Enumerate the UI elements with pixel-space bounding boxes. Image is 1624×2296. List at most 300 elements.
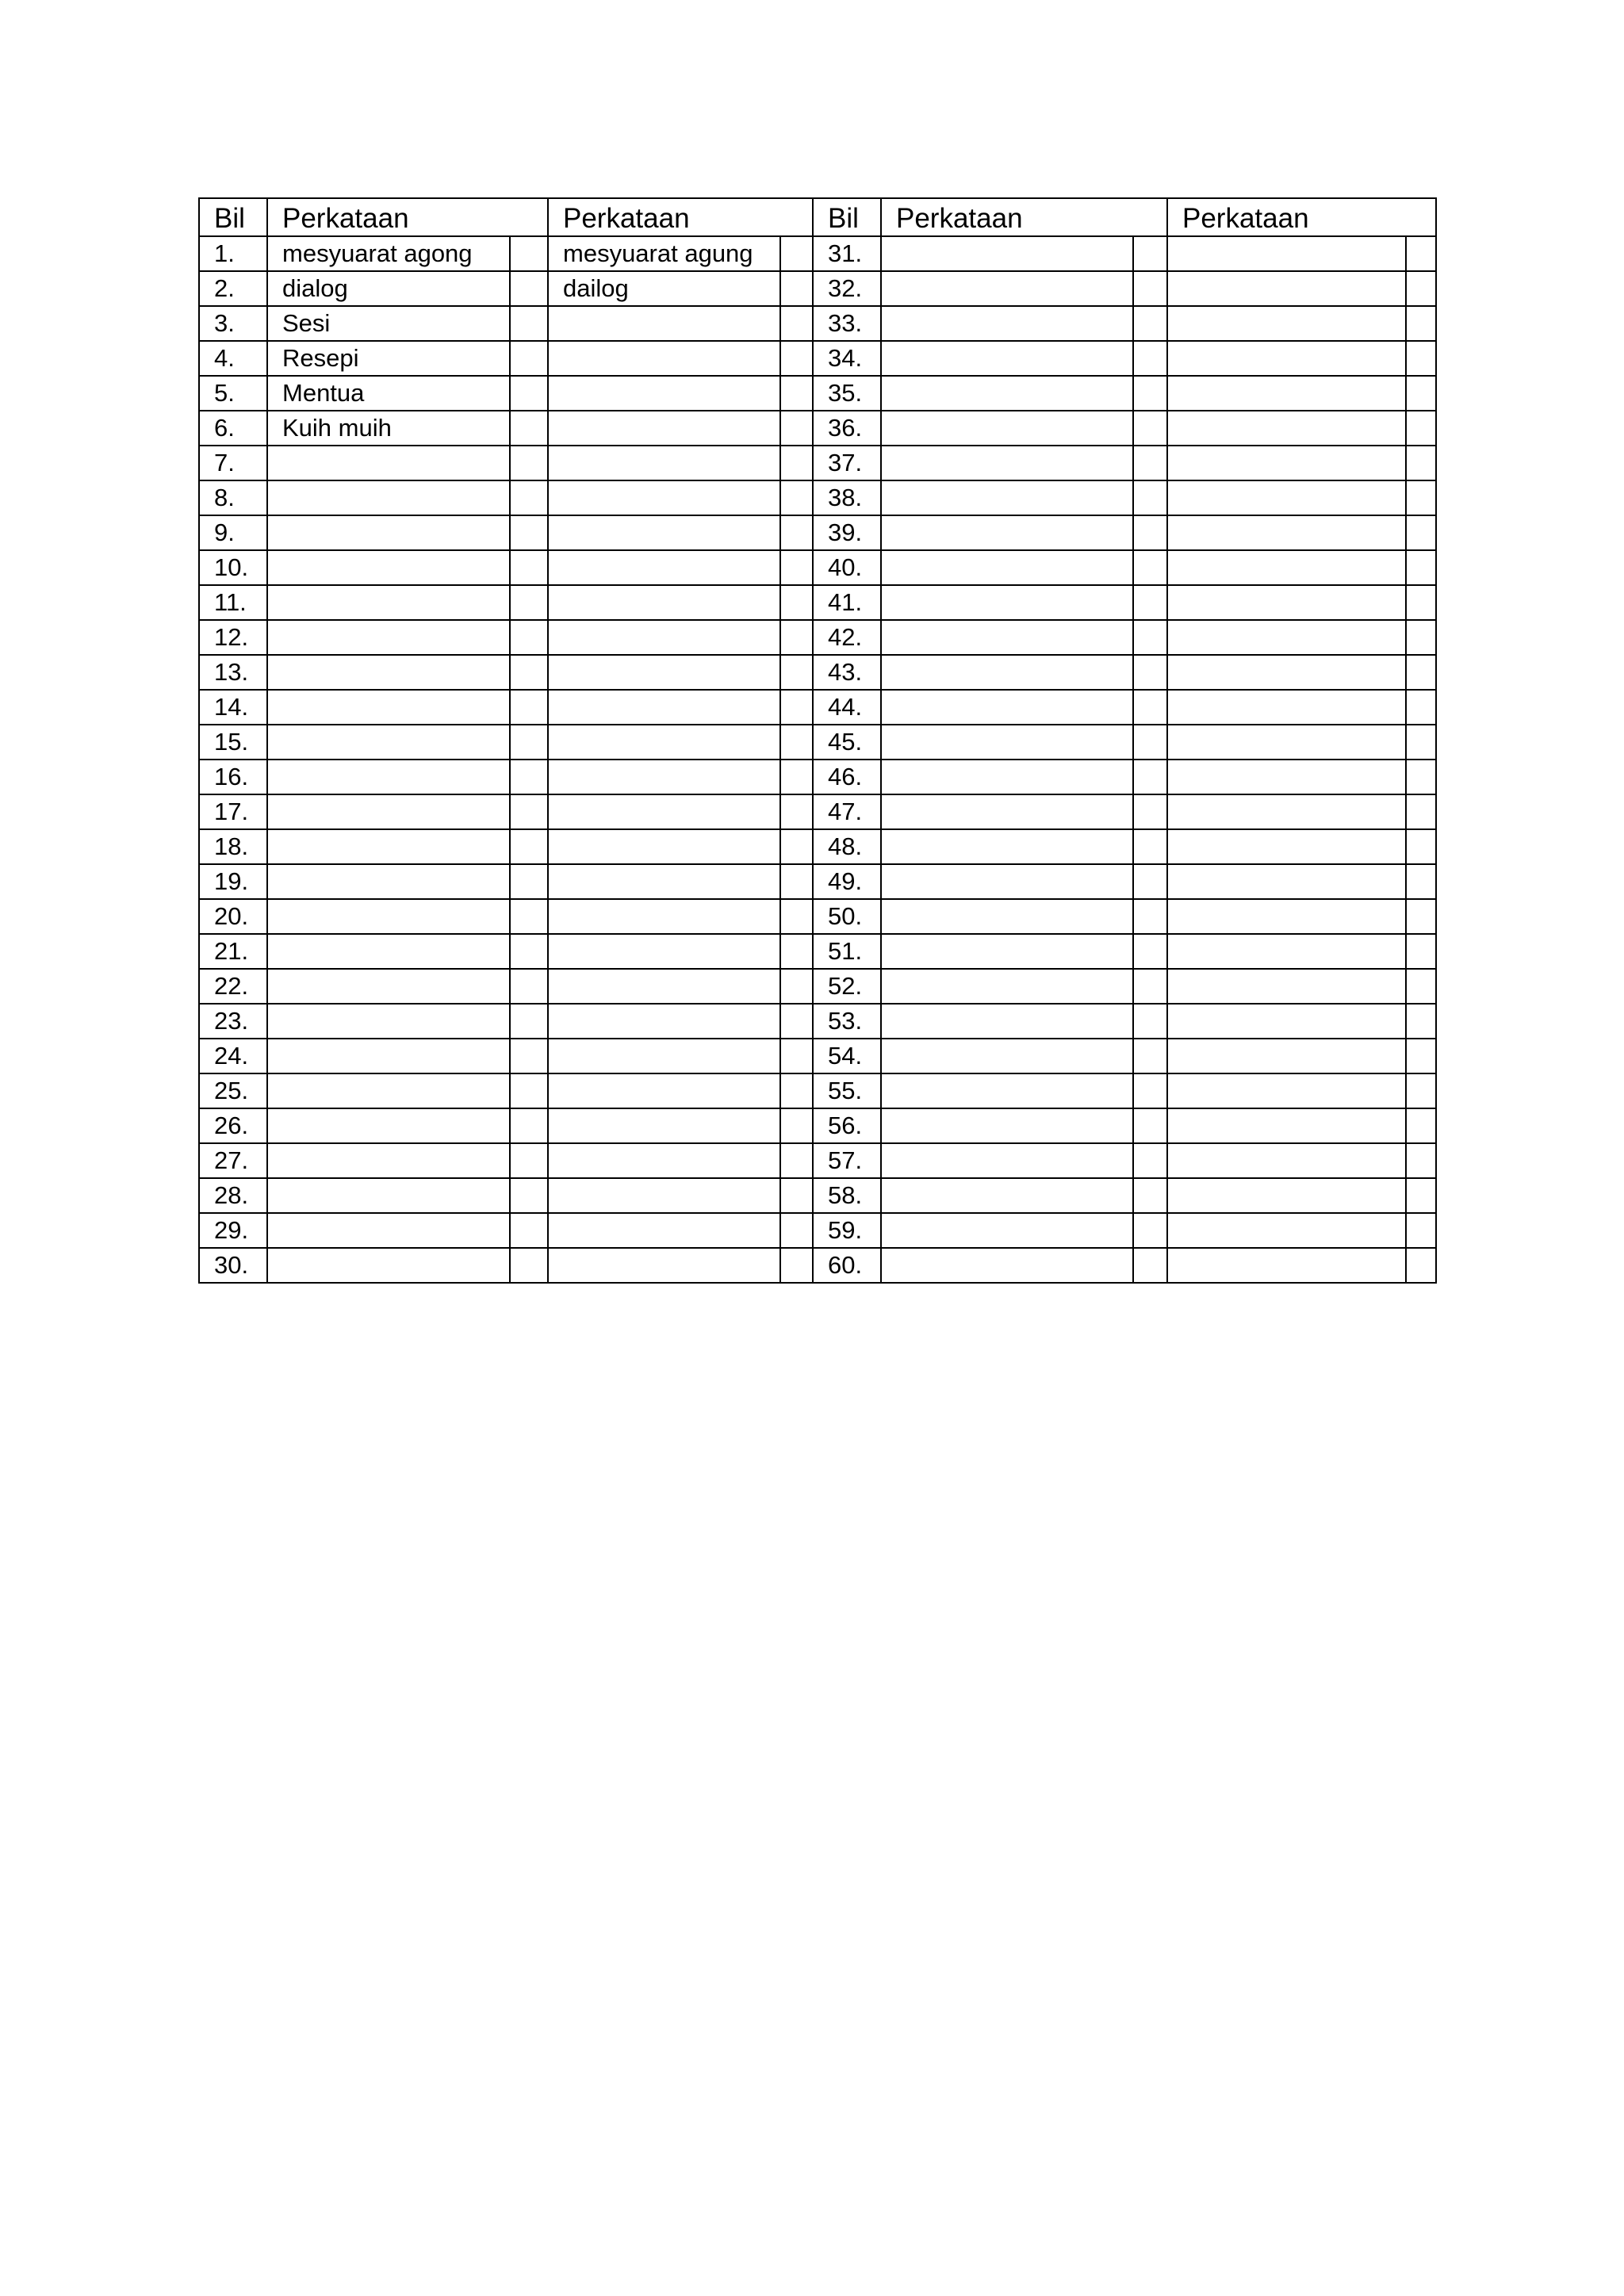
check-box-cell[interactable] bbox=[780, 969, 813, 1004]
check-box-cell[interactable] bbox=[780, 655, 813, 690]
check-box-cell[interactable] bbox=[780, 1213, 813, 1248]
check-box-cell[interactable] bbox=[1406, 969, 1436, 1004]
row-number: 24. bbox=[199, 1039, 267, 1073]
word-cell bbox=[881, 515, 1133, 550]
check-box-cell[interactable] bbox=[780, 1143, 813, 1178]
row-number: 7. bbox=[199, 446, 267, 480]
header-correction-left: Perkataan bbox=[548, 198, 813, 236]
word-cell bbox=[881, 794, 1133, 829]
word-cell bbox=[267, 550, 510, 585]
word-cell bbox=[881, 934, 1133, 969]
row-number: 55. bbox=[813, 1073, 881, 1108]
check-box-cell[interactable] bbox=[1133, 1248, 1167, 1283]
check-box-cell[interactable] bbox=[510, 1108, 548, 1143]
check-box-cell[interactable] bbox=[510, 829, 548, 864]
row-number: 46. bbox=[813, 760, 881, 794]
word-cell bbox=[881, 1178, 1133, 1213]
correction-cell bbox=[1167, 690, 1406, 725]
check-box-cell[interactable] bbox=[1133, 376, 1167, 411]
row-number: 20. bbox=[199, 899, 267, 934]
table-row bbox=[199, 1004, 1436, 1039]
check-box-cell[interactable] bbox=[780, 1039, 813, 1073]
correction-cell bbox=[548, 1248, 780, 1283]
correction-cell bbox=[548, 1143, 780, 1178]
correction-cell bbox=[548, 1178, 780, 1213]
check-box-cell[interactable] bbox=[1133, 446, 1167, 480]
check-box-cell[interactable] bbox=[510, 620, 548, 655]
check-box-cell[interactable] bbox=[1406, 899, 1436, 934]
table-row bbox=[199, 1108, 1436, 1143]
word-cell bbox=[881, 1108, 1133, 1143]
correction-cell bbox=[1167, 236, 1406, 271]
correction-cell bbox=[548, 829, 780, 864]
check-box-cell[interactable] bbox=[510, 271, 548, 306]
row-number: 60. bbox=[813, 1248, 881, 1283]
correction-cell bbox=[548, 1073, 780, 1108]
row-number: 2. bbox=[199, 271, 267, 306]
word-cell bbox=[267, 1248, 510, 1283]
word-cell: Resepi bbox=[267, 341, 510, 376]
row-number: 38. bbox=[813, 480, 881, 515]
check-box-cell[interactable] bbox=[510, 1213, 548, 1248]
check-box-cell[interactable] bbox=[1406, 864, 1436, 899]
correction-cell bbox=[548, 306, 780, 341]
word-cell bbox=[267, 794, 510, 829]
table-row bbox=[199, 1248, 1436, 1283]
check-box-cell[interactable] bbox=[510, 760, 548, 794]
check-box-cell[interactable] bbox=[510, 446, 548, 480]
check-box-cell[interactable] bbox=[780, 899, 813, 934]
word-cell bbox=[881, 690, 1133, 725]
word-cell bbox=[881, 899, 1133, 934]
check-box-cell[interactable] bbox=[780, 376, 813, 411]
correction-cell bbox=[548, 934, 780, 969]
check-box-cell[interactable] bbox=[1406, 1213, 1436, 1248]
check-box-cell[interactable] bbox=[1406, 1143, 1436, 1178]
header-word-right: Perkataan bbox=[881, 198, 1167, 236]
word-cell bbox=[267, 1004, 510, 1039]
word-cell bbox=[881, 585, 1133, 620]
check-box-cell[interactable] bbox=[1406, 376, 1436, 411]
check-box-cell[interactable] bbox=[1406, 760, 1436, 794]
check-box-cell[interactable] bbox=[1406, 446, 1436, 480]
word-cell bbox=[267, 480, 510, 515]
word-cell bbox=[881, 411, 1133, 446]
row-number: 8. bbox=[199, 480, 267, 515]
table-body bbox=[199, 236, 1436, 1283]
check-box-cell[interactable] bbox=[1133, 271, 1167, 306]
check-box-cell[interactable] bbox=[1406, 934, 1436, 969]
word-cell bbox=[881, 1039, 1133, 1073]
correction-cell bbox=[1167, 864, 1406, 899]
row-number: 6. bbox=[199, 411, 267, 446]
table-row bbox=[199, 620, 1436, 655]
word-cell bbox=[267, 829, 510, 864]
check-box-cell[interactable] bbox=[780, 446, 813, 480]
check-box-cell[interactable] bbox=[1133, 1178, 1167, 1213]
correction-cell bbox=[1167, 1213, 1406, 1248]
check-box-cell[interactable] bbox=[510, 969, 548, 1004]
correction-cell bbox=[548, 585, 780, 620]
correction-cell: dailog bbox=[548, 271, 780, 306]
check-box-cell[interactable] bbox=[1133, 1143, 1167, 1178]
table-row bbox=[199, 1178, 1436, 1213]
correction-cell bbox=[1167, 969, 1406, 1004]
word-cell bbox=[267, 446, 510, 480]
table-row bbox=[199, 585, 1436, 620]
check-box-cell[interactable] bbox=[1133, 1108, 1167, 1143]
word-cell bbox=[881, 236, 1133, 271]
check-box-cell[interactable] bbox=[1133, 1213, 1167, 1248]
check-box-cell[interactable] bbox=[780, 1108, 813, 1143]
check-box-cell[interactable] bbox=[780, 725, 813, 760]
check-box-cell[interactable] bbox=[510, 1248, 548, 1283]
check-box-cell[interactable] bbox=[1133, 760, 1167, 794]
check-box-cell[interactable] bbox=[1133, 1004, 1167, 1039]
word-cell bbox=[881, 341, 1133, 376]
check-box-cell[interactable] bbox=[1133, 690, 1167, 725]
check-box-cell[interactable] bbox=[510, 585, 548, 620]
word-cell bbox=[267, 1178, 510, 1213]
row-number: 39. bbox=[813, 515, 881, 550]
table-row bbox=[199, 1143, 1436, 1178]
table-row bbox=[199, 864, 1436, 899]
correction-cell bbox=[548, 899, 780, 934]
check-box-cell[interactable] bbox=[1406, 306, 1436, 341]
check-box-cell[interactable] bbox=[510, 794, 548, 829]
header-bil-right: Bil bbox=[813, 198, 881, 236]
check-box-cell[interactable] bbox=[1406, 341, 1436, 376]
check-box-cell[interactable] bbox=[780, 550, 813, 585]
check-box-cell[interactable] bbox=[780, 585, 813, 620]
correction-cell bbox=[548, 550, 780, 585]
correction-cell bbox=[548, 725, 780, 760]
correction-cell bbox=[1167, 585, 1406, 620]
check-box-cell[interactable] bbox=[1406, 550, 1436, 585]
check-box-cell[interactable] bbox=[510, 341, 548, 376]
check-box-cell[interactable] bbox=[1133, 794, 1167, 829]
correction-cell bbox=[1167, 376, 1406, 411]
row-number: 51. bbox=[813, 934, 881, 969]
correction-cell bbox=[548, 341, 780, 376]
row-number: 40. bbox=[813, 550, 881, 585]
word-cell bbox=[267, 899, 510, 934]
table-row bbox=[199, 1073, 1436, 1108]
check-box-cell[interactable] bbox=[510, 480, 548, 515]
word-cell bbox=[881, 829, 1133, 864]
correction-cell bbox=[548, 655, 780, 690]
table-row bbox=[199, 446, 1436, 480]
correction-cell bbox=[548, 1108, 780, 1143]
row-number: 43. bbox=[813, 655, 881, 690]
correction-cell bbox=[1167, 306, 1406, 341]
table-row bbox=[199, 760, 1436, 794]
word-cell: Kuih muih bbox=[267, 411, 510, 446]
check-box-cell[interactable] bbox=[1406, 271, 1436, 306]
correction-cell bbox=[548, 1213, 780, 1248]
word-cell bbox=[267, 1213, 510, 1248]
check-box-cell[interactable] bbox=[1406, 236, 1436, 271]
correction-cell bbox=[548, 620, 780, 655]
check-box-cell[interactable] bbox=[1133, 934, 1167, 969]
word-cell bbox=[881, 550, 1133, 585]
correction-cell bbox=[1167, 1143, 1406, 1178]
row-number: 35. bbox=[813, 376, 881, 411]
check-box-cell[interactable] bbox=[510, 864, 548, 899]
row-number: 31. bbox=[813, 236, 881, 271]
correction-cell bbox=[1167, 655, 1406, 690]
check-box-cell[interactable] bbox=[780, 794, 813, 829]
correction-cell bbox=[1167, 1248, 1406, 1283]
header-correction-right: Perkataan bbox=[1167, 198, 1436, 236]
check-box-cell[interactable] bbox=[780, 690, 813, 725]
word-cell bbox=[881, 1213, 1133, 1248]
check-box-cell[interactable] bbox=[780, 1178, 813, 1213]
table-row bbox=[199, 515, 1436, 550]
correction-cell bbox=[1167, 1039, 1406, 1073]
word-cell bbox=[881, 864, 1133, 899]
check-box-cell[interactable] bbox=[1406, 690, 1436, 725]
check-box-cell[interactable] bbox=[510, 1143, 548, 1178]
check-box-cell[interactable] bbox=[510, 655, 548, 690]
row-number: 45. bbox=[813, 725, 881, 760]
check-box-cell[interactable] bbox=[1133, 236, 1167, 271]
word-cell bbox=[267, 864, 510, 899]
check-box-cell[interactable] bbox=[1406, 725, 1436, 760]
row-number: 27. bbox=[199, 1143, 267, 1178]
word-cell bbox=[881, 1004, 1133, 1039]
word-cell bbox=[267, 969, 510, 1004]
word-cell bbox=[267, 1108, 510, 1143]
check-box-cell[interactable] bbox=[510, 376, 548, 411]
check-box-cell[interactable] bbox=[780, 620, 813, 655]
check-box-cell[interactable] bbox=[1133, 585, 1167, 620]
check-box-cell[interactable] bbox=[1133, 515, 1167, 550]
check-box-cell[interactable] bbox=[780, 515, 813, 550]
check-box-cell[interactable] bbox=[1406, 1178, 1436, 1213]
row-number: 26. bbox=[199, 1108, 267, 1143]
word-cell bbox=[267, 760, 510, 794]
row-number: 13. bbox=[199, 655, 267, 690]
table-row bbox=[199, 969, 1436, 1004]
check-box-cell[interactable] bbox=[1406, 411, 1436, 446]
correction-cell bbox=[1167, 934, 1406, 969]
row-number: 48. bbox=[813, 829, 881, 864]
correction-cell bbox=[1167, 725, 1406, 760]
check-box-cell[interactable] bbox=[1133, 829, 1167, 864]
word-cell bbox=[267, 1039, 510, 1073]
correction-cell bbox=[548, 480, 780, 515]
check-box-cell[interactable] bbox=[1133, 480, 1167, 515]
table-row bbox=[199, 480, 1436, 515]
table-row bbox=[199, 829, 1436, 864]
check-box-cell[interactable] bbox=[1133, 1073, 1167, 1108]
word-cell bbox=[267, 1143, 510, 1178]
check-box-cell[interactable] bbox=[780, 1073, 813, 1108]
row-number: 28. bbox=[199, 1178, 267, 1213]
table-row bbox=[199, 306, 1436, 341]
check-box-cell[interactable] bbox=[1406, 829, 1436, 864]
row-number: 42. bbox=[813, 620, 881, 655]
correction-cell bbox=[1167, 1073, 1406, 1108]
correction-cell bbox=[548, 446, 780, 480]
word-cell bbox=[881, 446, 1133, 480]
correction-cell bbox=[1167, 1004, 1406, 1039]
word-cell bbox=[881, 1248, 1133, 1283]
word-cell bbox=[881, 480, 1133, 515]
row-number: 23. bbox=[199, 1004, 267, 1039]
correction-cell bbox=[548, 864, 780, 899]
table-row bbox=[199, 725, 1436, 760]
check-box-cell[interactable] bbox=[1133, 969, 1167, 1004]
row-number: 10. bbox=[199, 550, 267, 585]
check-box-cell[interactable] bbox=[780, 934, 813, 969]
correction-cell bbox=[548, 376, 780, 411]
check-box-cell[interactable] bbox=[1406, 1039, 1436, 1073]
row-number: 21. bbox=[199, 934, 267, 969]
check-box-cell[interactable] bbox=[1406, 794, 1436, 829]
check-box-cell[interactable] bbox=[780, 1248, 813, 1283]
correction-cell bbox=[1167, 794, 1406, 829]
row-number: 50. bbox=[813, 899, 881, 934]
table-row bbox=[199, 1039, 1436, 1073]
check-box-cell[interactable] bbox=[510, 1004, 548, 1039]
check-box-cell[interactable] bbox=[780, 760, 813, 794]
word-cell bbox=[267, 690, 510, 725]
check-box-cell[interactable] bbox=[510, 515, 548, 550]
row-number: 49. bbox=[813, 864, 881, 899]
table-row bbox=[199, 236, 1436, 271]
correction-cell bbox=[548, 1039, 780, 1073]
check-box-cell[interactable] bbox=[510, 550, 548, 585]
table-row bbox=[199, 271, 1436, 306]
row-number: 56. bbox=[813, 1108, 881, 1143]
check-box-cell[interactable] bbox=[1133, 725, 1167, 760]
row-number: 5. bbox=[199, 376, 267, 411]
check-box-cell[interactable] bbox=[1133, 1039, 1167, 1073]
check-box-cell[interactable] bbox=[510, 1178, 548, 1213]
check-box-cell[interactable] bbox=[510, 899, 548, 934]
row-number: 32. bbox=[813, 271, 881, 306]
row-number: 33. bbox=[813, 306, 881, 341]
word-cell bbox=[267, 620, 510, 655]
correction-cell bbox=[1167, 1178, 1406, 1213]
word-cell bbox=[881, 1073, 1133, 1108]
table-row bbox=[199, 411, 1436, 446]
check-box-cell[interactable] bbox=[1133, 550, 1167, 585]
row-number: 4. bbox=[199, 341, 267, 376]
correction-cell bbox=[1167, 411, 1406, 446]
check-box-cell[interactable] bbox=[1133, 864, 1167, 899]
check-box-cell[interactable] bbox=[1406, 515, 1436, 550]
correction-cell bbox=[1167, 620, 1406, 655]
check-box-cell[interactable] bbox=[1406, 1004, 1436, 1039]
row-number: 18. bbox=[199, 829, 267, 864]
check-box-cell[interactable] bbox=[1133, 411, 1167, 446]
correction-cell bbox=[1167, 550, 1406, 585]
row-number: 25. bbox=[199, 1073, 267, 1108]
check-box-cell[interactable] bbox=[1406, 1248, 1436, 1283]
correction-cell bbox=[1167, 1108, 1406, 1143]
table-row bbox=[199, 1213, 1436, 1248]
table-row bbox=[199, 794, 1436, 829]
check-box-cell[interactable] bbox=[1133, 655, 1167, 690]
table-row bbox=[199, 934, 1436, 969]
row-number: 22. bbox=[199, 969, 267, 1004]
word-cell bbox=[881, 376, 1133, 411]
word-cell bbox=[881, 655, 1133, 690]
row-number: 29. bbox=[199, 1213, 267, 1248]
check-box-cell[interactable] bbox=[1406, 1108, 1436, 1143]
check-box-cell[interactable] bbox=[1406, 1073, 1436, 1108]
check-box-cell[interactable] bbox=[780, 306, 813, 341]
check-box-cell[interactable] bbox=[1133, 306, 1167, 341]
correction-cell bbox=[1167, 341, 1406, 376]
check-box-cell[interactable] bbox=[510, 1073, 548, 1108]
row-number: 58. bbox=[813, 1178, 881, 1213]
row-number: 17. bbox=[199, 794, 267, 829]
word-cell bbox=[881, 725, 1133, 760]
row-number: 47. bbox=[813, 794, 881, 829]
word-cell bbox=[881, 760, 1133, 794]
header-bil-left: Bil bbox=[199, 198, 267, 236]
correction-cell bbox=[1167, 480, 1406, 515]
check-box-cell[interactable] bbox=[510, 690, 548, 725]
check-box-cell[interactable] bbox=[510, 306, 548, 341]
check-box-cell[interactable] bbox=[510, 934, 548, 969]
check-box-cell[interactable] bbox=[1406, 480, 1436, 515]
check-box-cell[interactable] bbox=[1133, 899, 1167, 934]
check-box-cell[interactable] bbox=[510, 1039, 548, 1073]
check-box-cell[interactable] bbox=[1406, 620, 1436, 655]
check-box-cell[interactable] bbox=[780, 480, 813, 515]
check-box-cell[interactable] bbox=[510, 725, 548, 760]
check-box-cell[interactable] bbox=[1406, 585, 1436, 620]
table-row bbox=[199, 690, 1436, 725]
check-box-cell[interactable] bbox=[1133, 620, 1167, 655]
row-number: 59. bbox=[813, 1213, 881, 1248]
row-number: 44. bbox=[813, 690, 881, 725]
check-box-cell[interactable] bbox=[1406, 655, 1436, 690]
correction-cell bbox=[1167, 829, 1406, 864]
check-box-cell[interactable] bbox=[510, 411, 548, 446]
check-box-cell[interactable] bbox=[780, 411, 813, 446]
check-box-cell[interactable] bbox=[780, 271, 813, 306]
word-cell bbox=[881, 1143, 1133, 1178]
check-box-cell[interactable] bbox=[780, 1004, 813, 1039]
word-cell bbox=[881, 306, 1133, 341]
word-cell bbox=[267, 934, 510, 969]
word-cell bbox=[881, 969, 1133, 1004]
check-box-cell[interactable] bbox=[780, 236, 813, 271]
correction-cell bbox=[548, 969, 780, 1004]
table-row bbox=[199, 341, 1436, 376]
row-number: 1. bbox=[199, 236, 267, 271]
row-number: 37. bbox=[813, 446, 881, 480]
correction-cell: mesyuarat agung bbox=[548, 236, 780, 271]
table-row bbox=[199, 376, 1436, 411]
correction-cell bbox=[548, 515, 780, 550]
word-cell: Mentua bbox=[267, 376, 510, 411]
table-row bbox=[199, 550, 1436, 585]
correction-cell bbox=[1167, 271, 1406, 306]
check-box-cell[interactable] bbox=[510, 236, 548, 271]
check-box-cell[interactable] bbox=[780, 829, 813, 864]
row-number: 12. bbox=[199, 620, 267, 655]
check-box-cell[interactable] bbox=[780, 341, 813, 376]
check-box-cell[interactable] bbox=[780, 864, 813, 899]
check-box-cell[interactable] bbox=[1133, 341, 1167, 376]
